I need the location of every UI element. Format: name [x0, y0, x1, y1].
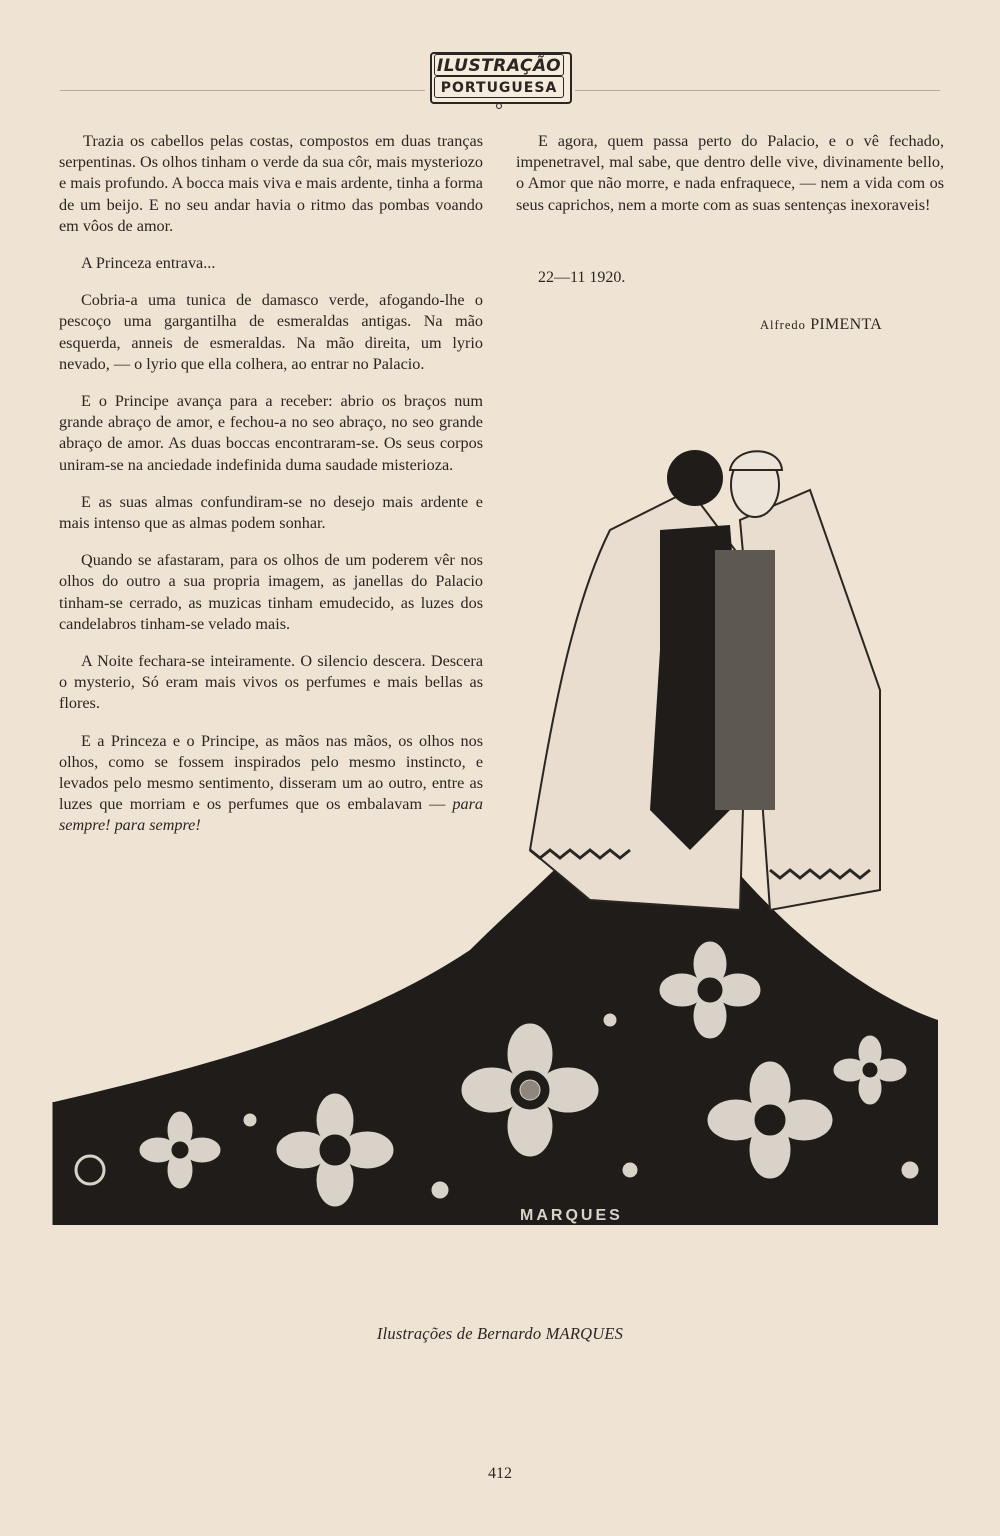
header-rule-right: [575, 90, 940, 91]
author-last-name: PIMENTA: [810, 316, 883, 333]
prince-head: [667, 450, 723, 506]
author-first-name: Alfredo: [760, 318, 806, 332]
closing-paragraph: E agora, quem passa perto do Palacio, e o vê fechado, impenetravel, mal sabe, que dentro delle vive, divinamente bello, o Amor que não morre, e nada enfraquece, — nem a vida com os seus caprichos, nem a morte com as suas sentenças inexoraveis!: [516, 132, 944, 214]
paragraph-7: A Noite fechara-se inteiramente. O silencio descera. Descera o mysterio, Só eram mais vivos os perfumes e mais bellas as flores.: [59, 652, 483, 713]
artist-signature: MARQUES: [520, 1207, 623, 1224]
article-author: [760, 316, 882, 334]
couple-illustration: [50, 430, 950, 1230]
princess-cap: [730, 451, 782, 470]
page-number: 412: [488, 1465, 512, 1482]
masthead-line-1: ILUSTRAÇÃO: [434, 54, 564, 76]
masthead-logo: [430, 52, 570, 106]
masthead-ornament: [496, 103, 502, 109]
robe-dot-4: [604, 1014, 616, 1026]
paragraph-1: Trazia os cabellos pelas costas, compostos em duas tranças serpentinas. Os olhos tinham o verde da sua côr, mais mysteriozo e mais profundo. A bocca mais viva e mais ardente, tinha a forma de um beijo. E no seu andar havia o ritmo das pombas voando em vôos de amor.: [59, 132, 483, 235]
illustration-caption: Ilustrações de Bernardo MARQUES: [376, 1324, 624, 1343]
masthead-line-2: PORTUGUESA: [434, 76, 564, 98]
paragraph-8-text: E a Princeza e o Principe, as mãos nas mãos, os olhos nos olhos, como se fossem inspirados pelo mesmo instincto, e levados pelo mesmo sentimento, disseram um ao outro, entre as luzes que morriam e os perfumes que os embalavam —: [59, 731, 483, 814]
header-rule-left: [60, 90, 425, 91]
paragraph-6: Quando se afastaram, para os olhos de um poderem vêr nos olhos do outro a sua propria imagem, as janellas do Palacio tinham-se cerrado, as muzicas tinham emudecido, as luzes dos candelabros tinham-se velado mais.: [59, 551, 483, 633]
paragraph-5: E as suas almas confundiram-se no desejo mais ardente e mais intenso que as almas podem sonhar.: [59, 492, 483, 533]
princess-gown-top: [715, 550, 775, 810]
robe-dot-6: [244, 1114, 256, 1126]
right-column: [516, 131, 944, 232]
paragraph-4: E o Principe avança para a receber: abrio os braços num grande abraço de amor, e fechou-a no seo abraço, no seo grande abraço de amor. As duas boccas encontraram-se. Os seus corpos uniram-se na anciedade indefinida duma saudade misterioza.: [59, 392, 483, 474]
article-date: 22—11 1920.: [538, 269, 626, 286]
robe-dot-3: [623, 1163, 637, 1177]
paragraph-2: A Princeza entrava...: [81, 254, 216, 273]
robe-dot-5: [902, 1162, 918, 1178]
paragraph-3: Cobria-a uma tunica de damasco verde, afogando-lhe o pescoço uma gargantilha de esmeraldas antigas. Na mão esquerda, anneis de esmeraldas. Na mão direita, um lyrio nevado, — o lyrio que ella colhera, ao entrar no Palacio.: [59, 291, 483, 373]
paragraph-8-italic: para sempre! para sempre!: [59, 795, 484, 835]
robe-dot-2: [432, 1182, 448, 1198]
couple-figures: [530, 450, 880, 910]
